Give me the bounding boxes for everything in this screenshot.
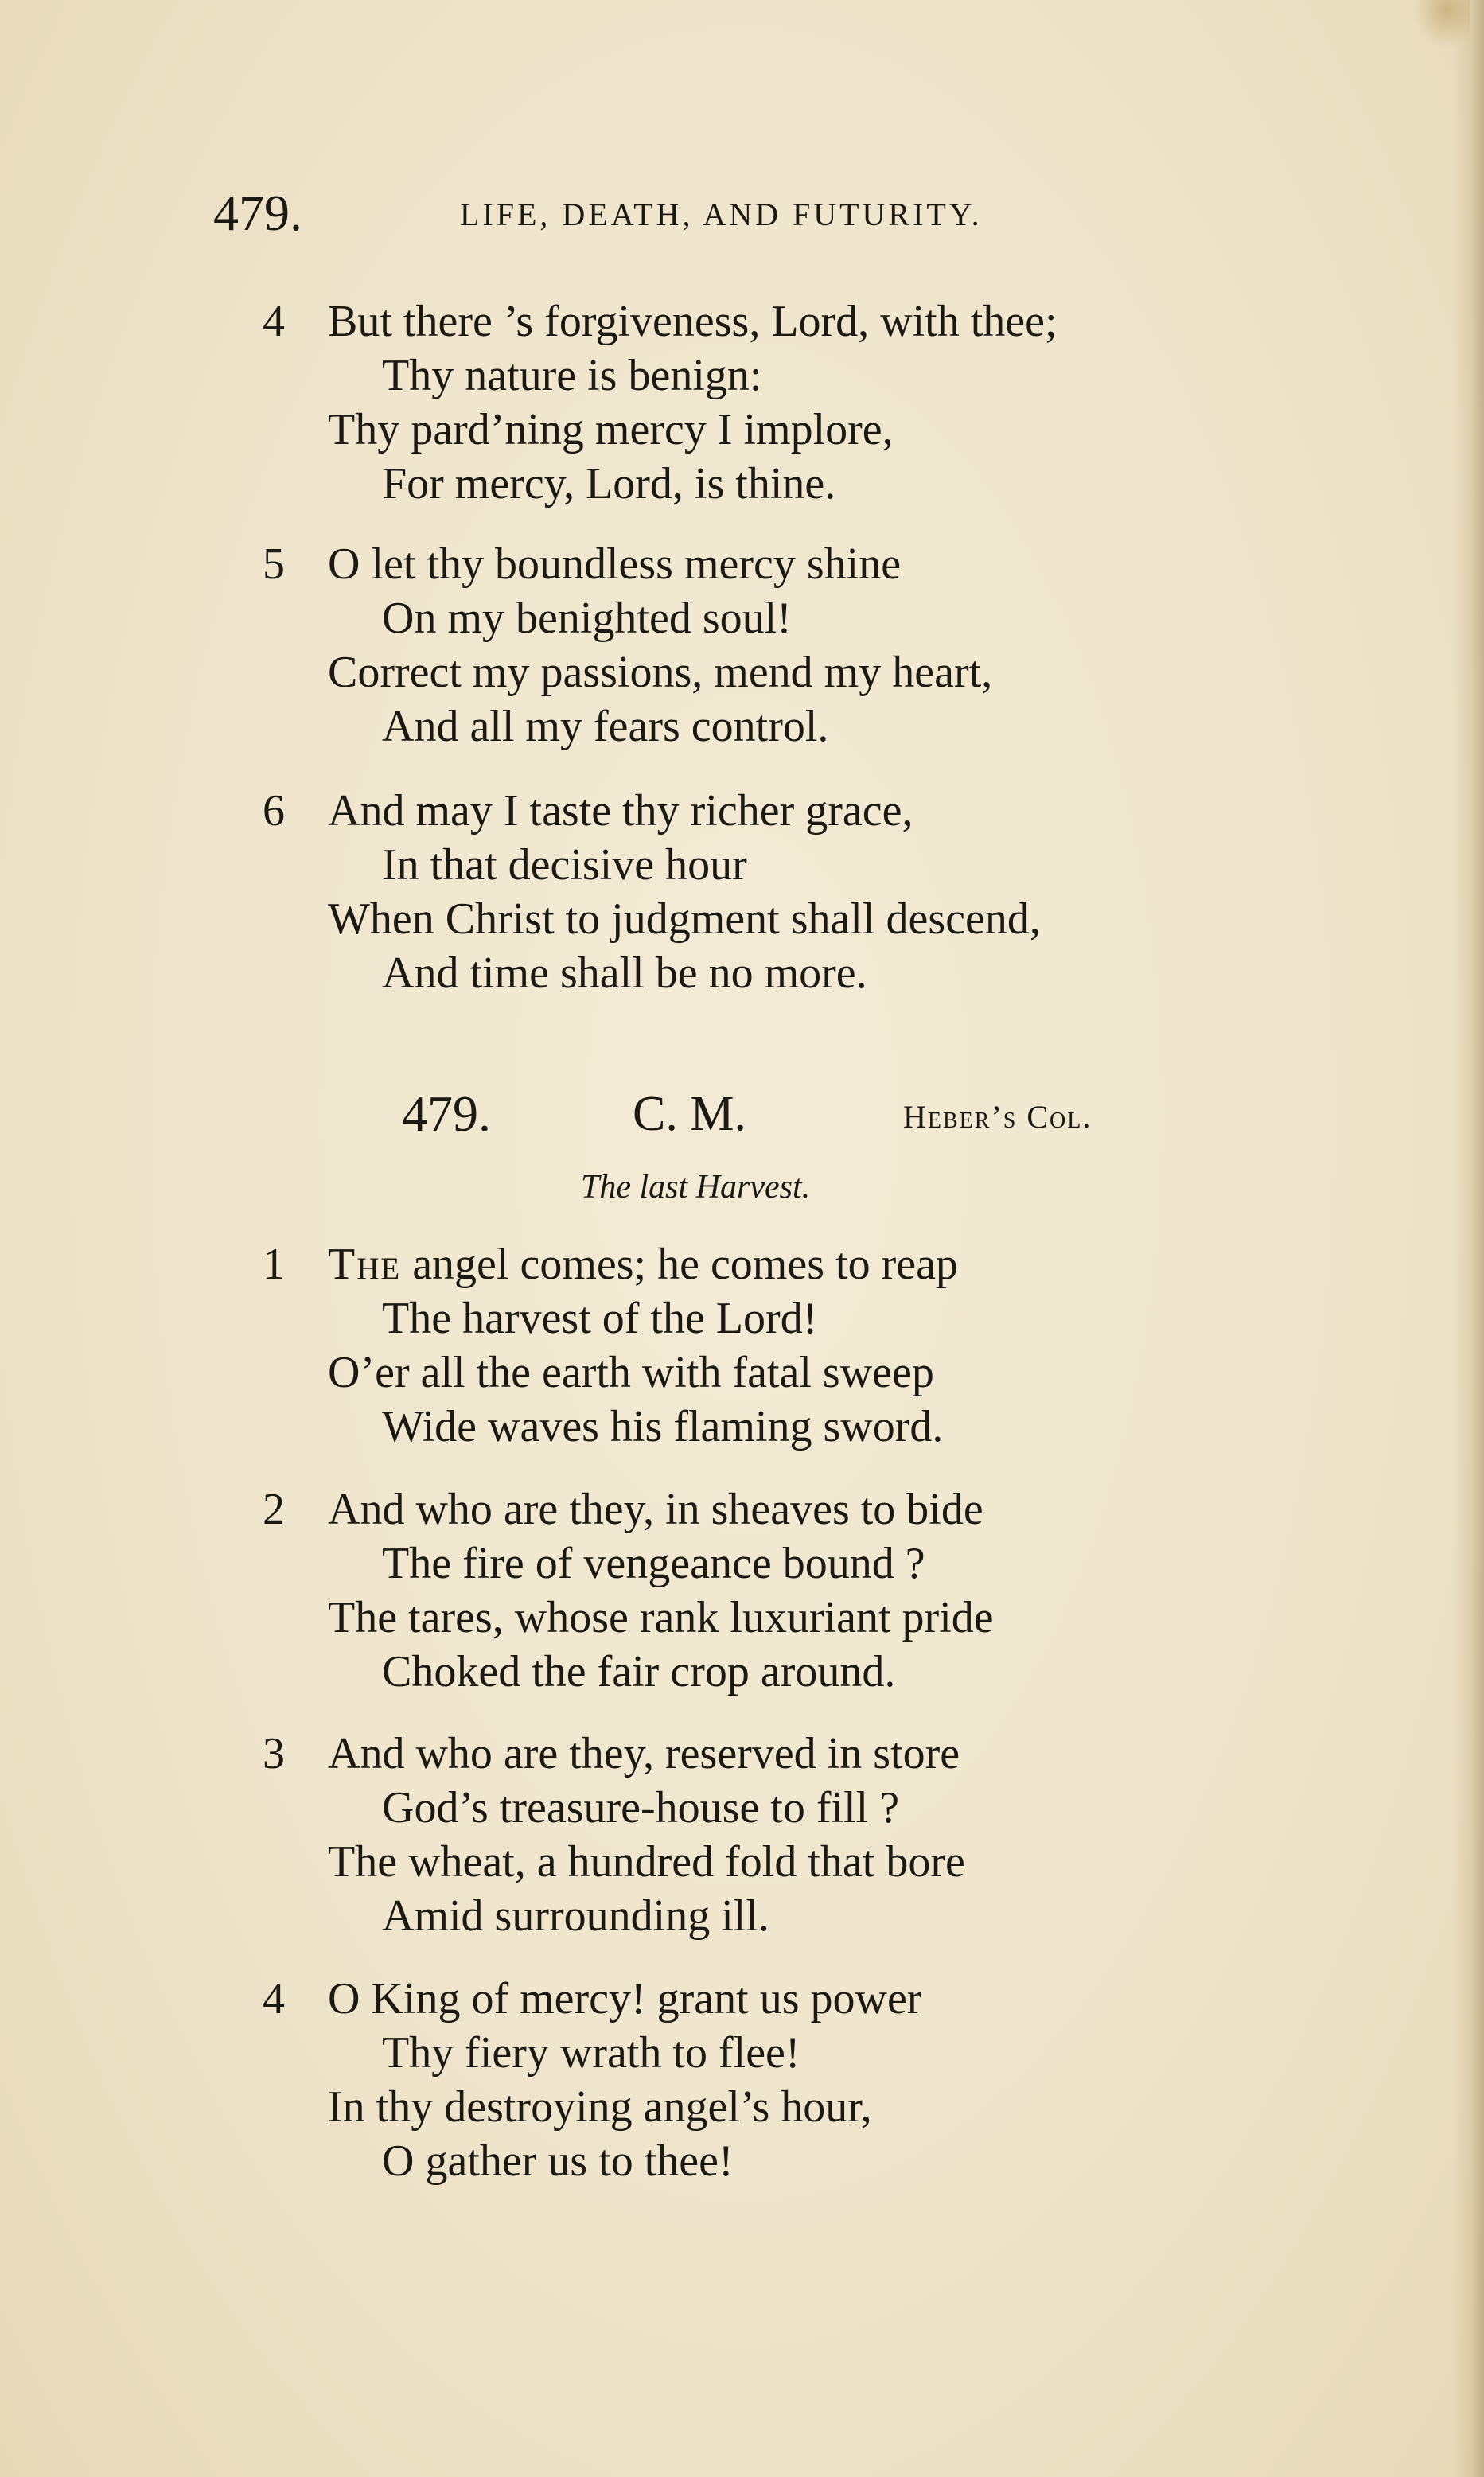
stanza-line xyxy=(263,294,1297,349)
stanza-line xyxy=(263,1400,1297,1454)
line-text: And who are they, in sheaves to bide xyxy=(328,1485,983,1534)
stanza-number: 2 xyxy=(263,1485,285,1534)
stanza-line xyxy=(263,1727,1297,1781)
stanza-line xyxy=(263,1835,1297,1889)
stanza-line xyxy=(263,457,1297,511)
line-text: Amid surrounding ill. xyxy=(382,1891,769,1941)
line-text: God’s treasure-house to fill ? xyxy=(382,1783,900,1832)
stanza-line xyxy=(263,699,1297,754)
stanza-line xyxy=(263,1781,1297,1835)
line-text: And all my fears control. xyxy=(382,702,829,751)
stanza-line xyxy=(263,838,1297,892)
stanza-prev-4 xyxy=(263,294,1297,511)
stanza-line xyxy=(263,2080,1297,2134)
stanza-line xyxy=(263,784,1297,838)
line-text: The wheat, a hundred fold that bore xyxy=(328,1837,965,1887)
line-text: O let thy boundless mercy shine xyxy=(328,539,902,589)
stanza-number: 1 xyxy=(263,1240,285,1289)
hymn-meter: C. M. xyxy=(633,1087,746,1141)
hymn-number: 479. xyxy=(402,1085,491,1142)
line-text: O King of mercy! grant us power xyxy=(328,1974,922,2023)
page-stain xyxy=(1414,0,1470,48)
line-text: And who are they, reserved in store xyxy=(328,1729,960,1778)
line-text: And may I taste thy richer grace, xyxy=(328,786,913,835)
line-text: When Christ to judgment shall descend, xyxy=(328,894,1041,944)
first-word: The xyxy=(328,1240,402,1289)
stanza-number: 4 xyxy=(263,1974,285,2023)
stanza-line xyxy=(263,1591,1297,1645)
stanza-line xyxy=(263,1346,1297,1400)
running-title: LIFE, DEATH, AND FUTURITY. xyxy=(460,197,983,232)
stanza-2 xyxy=(263,1482,1297,1699)
stanza-line xyxy=(263,2026,1297,2080)
stanza-line xyxy=(263,591,1297,645)
line-text: The harvest of the Lord! xyxy=(382,1294,818,1343)
page-edge-shadow xyxy=(1452,0,1484,2477)
running-head xyxy=(213,181,1104,245)
line-text: And time shall be no more. xyxy=(382,948,867,998)
line-text: angel comes; he comes to reap xyxy=(401,1240,958,1289)
hymn-source: Heber’s Col. xyxy=(903,1099,1093,1135)
page-number: 479. xyxy=(213,185,302,241)
stanza-line xyxy=(263,1291,1297,1346)
stanza-line xyxy=(263,2134,1297,2188)
hymn-subtitle: The last Harvest. xyxy=(581,1169,811,1205)
stanza-line xyxy=(263,1237,1297,1291)
stanza-number: 5 xyxy=(263,539,285,589)
stanza-number: 4 xyxy=(263,297,285,346)
line-text: Thy fiery wrath to flee! xyxy=(382,2028,800,2078)
line-text: But there ’s forgiveness, Lord, with thee; xyxy=(328,297,1057,346)
line-text: In that decisive hour xyxy=(382,840,747,890)
line-text: Thy nature is benign: xyxy=(382,351,762,400)
line-text: Choked the fair crop around. xyxy=(382,1647,896,1696)
stanza-line xyxy=(263,1889,1297,1943)
stanza-4 xyxy=(263,1972,1297,2188)
stanza-line xyxy=(263,1972,1297,2026)
hymn-header xyxy=(402,1082,1237,1146)
line-text: On my benighted soul! xyxy=(382,594,792,643)
line-text: Thy pard’ning mercy I implore, xyxy=(328,405,894,454)
stanza-prev-5 xyxy=(263,537,1297,754)
stanza-line xyxy=(263,892,1297,946)
stanza-line xyxy=(263,537,1297,591)
stanza-number: 6 xyxy=(263,786,285,835)
line-text: Correct my passions, mend my heart, xyxy=(328,648,993,697)
stanza-1 xyxy=(263,1237,1297,1454)
stanza-line xyxy=(263,1482,1297,1536)
line-text: O gather us to thee! xyxy=(382,2136,734,2186)
stanza-line xyxy=(263,349,1297,403)
stanza-line xyxy=(263,1645,1297,1699)
stanza-number: 3 xyxy=(263,1729,285,1778)
line-text: For mercy, Lord, is thine. xyxy=(382,459,836,508)
line-text: Wide waves his flaming sword. xyxy=(382,1402,944,1451)
stanza-line xyxy=(263,645,1297,699)
stanza-line xyxy=(263,1536,1297,1591)
line-text: O’er all the earth with fatal sweep xyxy=(328,1348,934,1397)
line-text: The tares, whose rank luxuriant pride xyxy=(328,1593,994,1642)
stanza-3 xyxy=(263,1727,1297,1943)
stanza-prev-6 xyxy=(263,784,1297,1000)
stanza-line xyxy=(263,403,1297,457)
line-text: In thy destroying angel’s hour, xyxy=(328,2082,872,2132)
stanza-line xyxy=(263,946,1297,1000)
line-text: The fire of vengeance bound ? xyxy=(382,1539,925,1588)
